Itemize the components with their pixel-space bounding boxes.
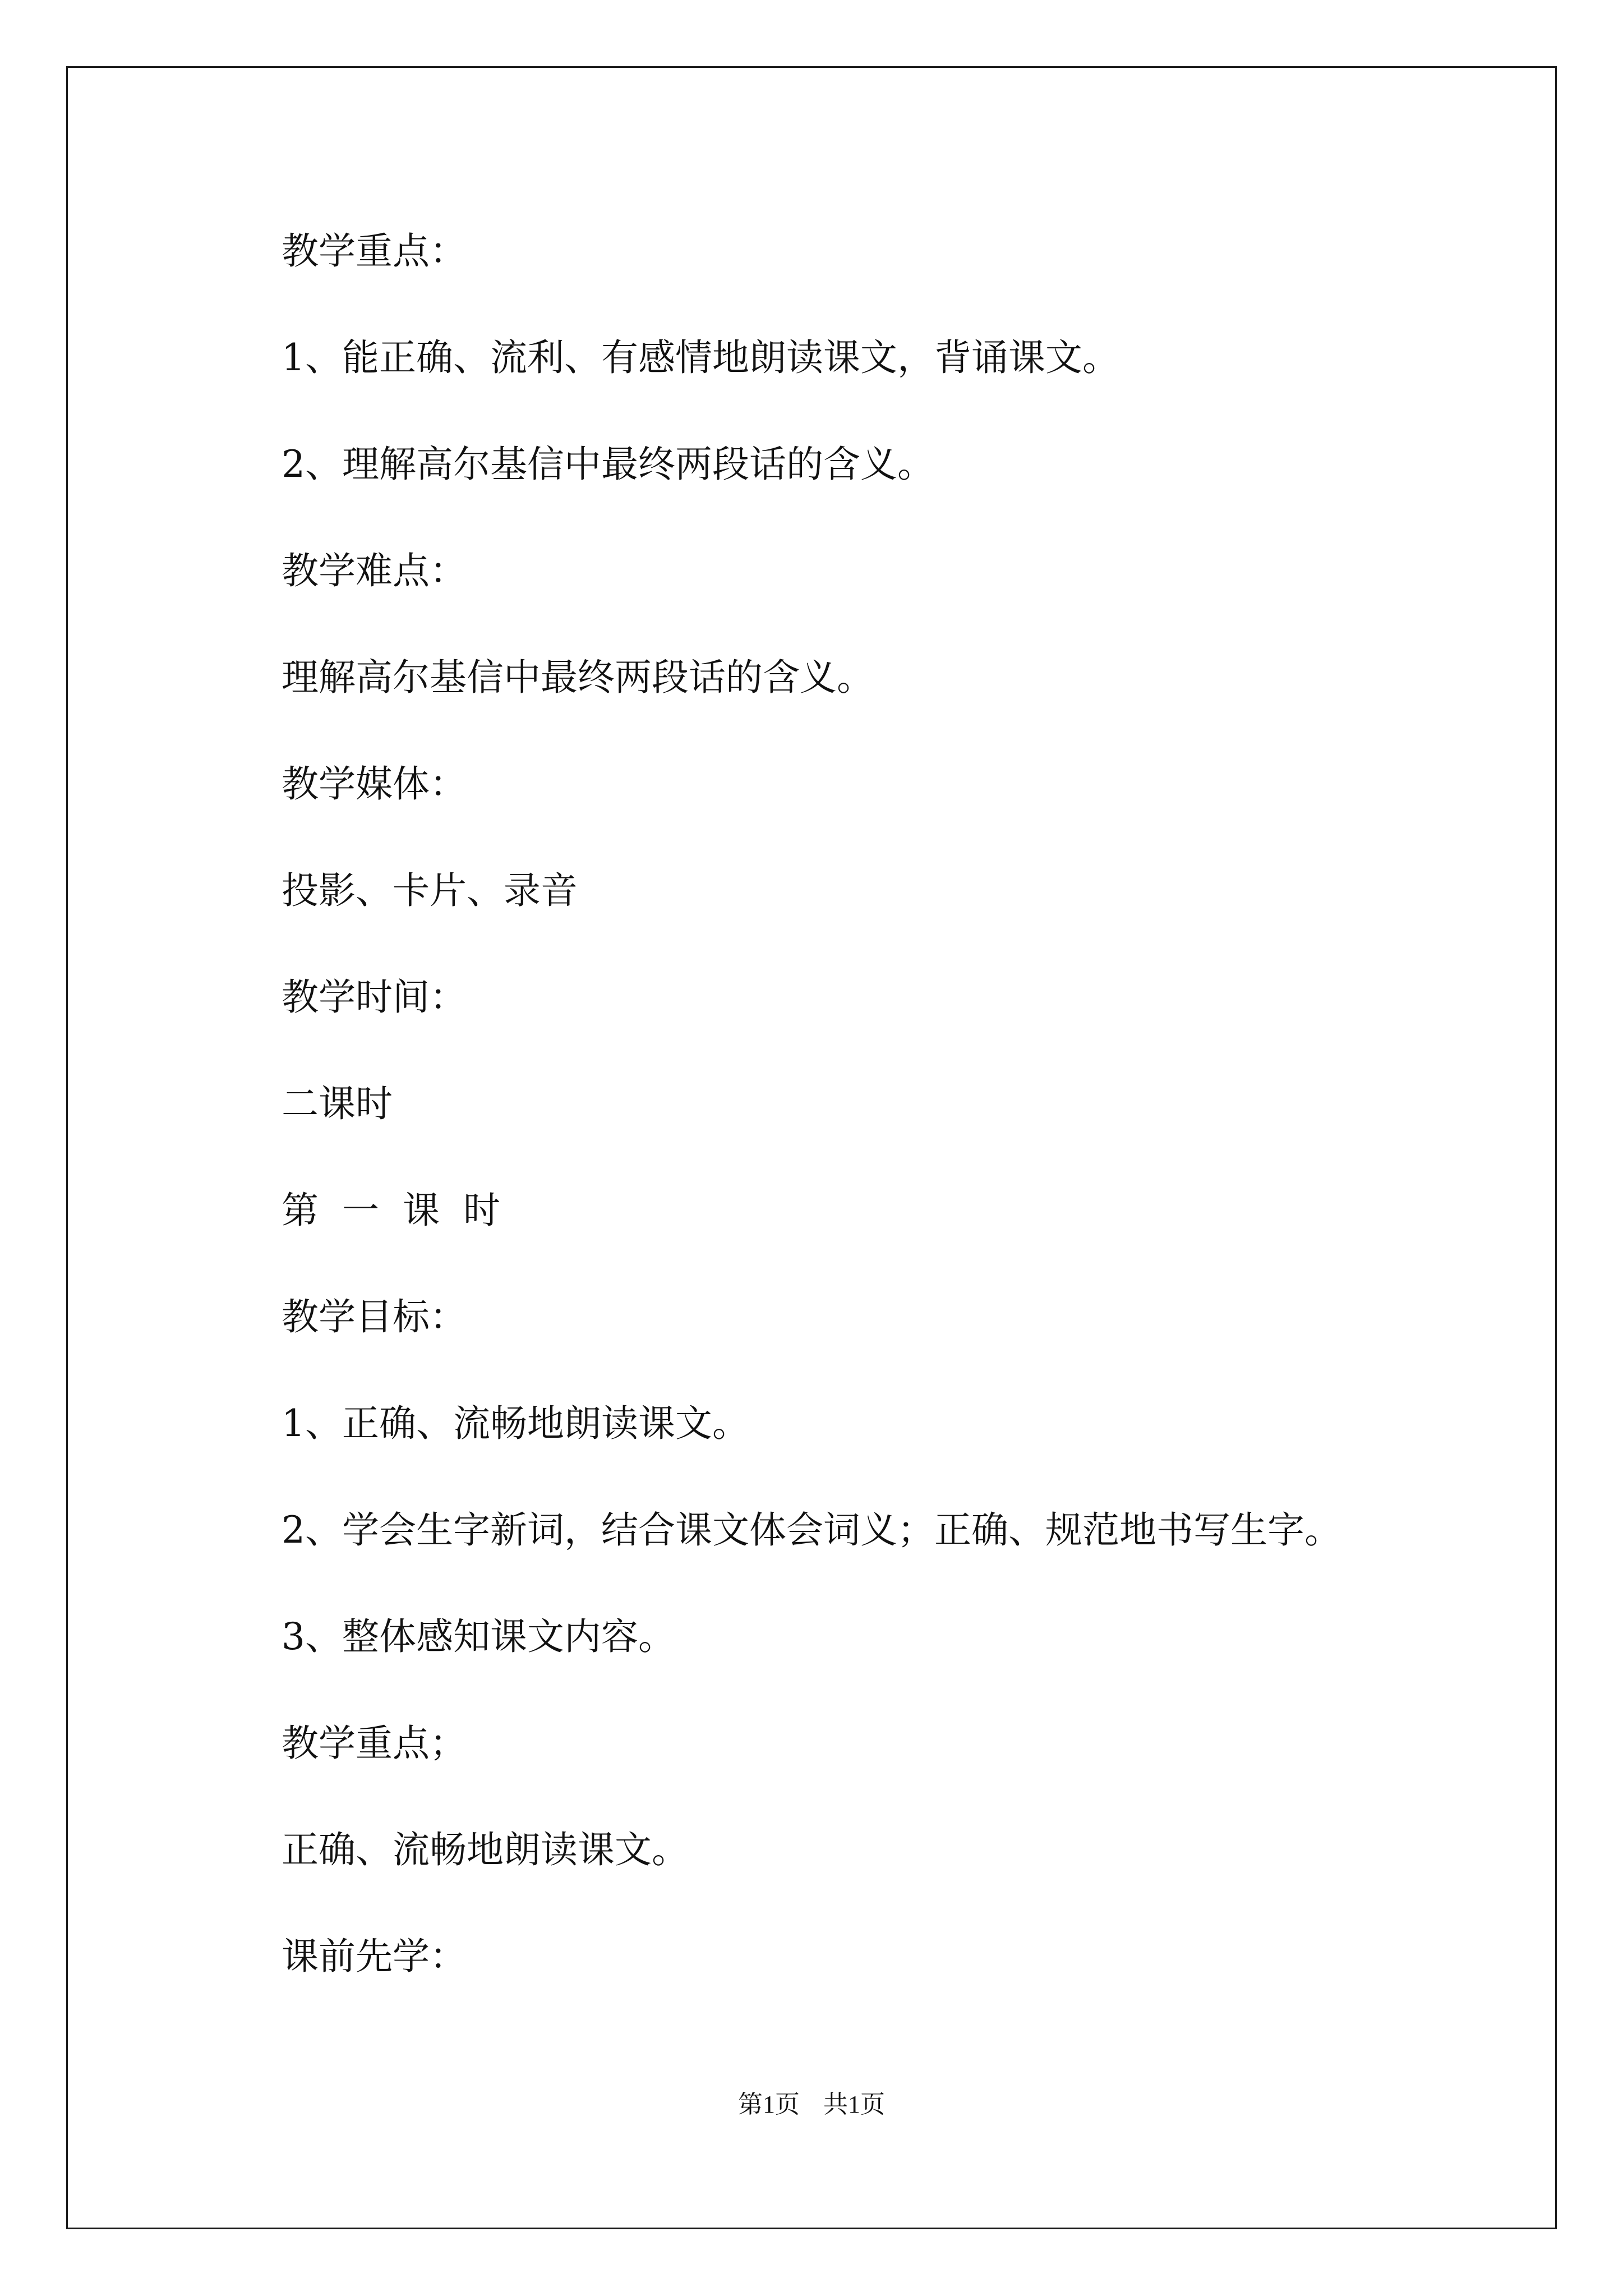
focus-item-1: 1、能正确、流利、有感情地朗读课文，背诵课文。: [282, 336, 1119, 379]
heading-teaching-time: 教学时间：: [282, 976, 467, 1019]
difficulty-text: 理解高尔基信中最终两段话的含义。: [282, 656, 874, 699]
heading-teaching-focus: 教学重点：: [282, 229, 467, 273]
focus-text-2: 正确、流畅地朗读课文。: [282, 1828, 689, 1871]
section-first-lesson: 第一课时: [282, 1189, 524, 1232]
media-text: 投影、卡片、录音: [282, 869, 578, 912]
heading-teaching-focus-2: 教学重点；: [282, 1722, 467, 1765]
page-footer: [0, 2092, 1623, 2117]
heading-teaching-difficulty: 教学难点：: [282, 549, 467, 592]
page-number-total: 共1页: [823, 2091, 885, 2118]
heading-teaching-media: 教学媒体：: [282, 762, 467, 806]
page-border: [66, 66, 1557, 2229]
page-number-current: 第1页: [738, 2091, 800, 2118]
goal-item-1: 1、正确、流畅地朗读课文。: [282, 1402, 749, 1445]
heading-pre-class-study: 课前先学：: [282, 1935, 467, 1978]
goal-item-3: 3、整体感知课文内容。: [282, 1615, 675, 1658]
time-text: 二课时: [282, 1082, 393, 1125]
focus-item-2: 2、理解高尔基信中最终两段话的含义。: [282, 443, 934, 486]
heading-teaching-goals: 教学目标：: [282, 1295, 467, 1338]
goal-item-2: 2、学会生字新词，结合课文体会词义；正确、规范地书写生字。: [282, 1508, 1341, 1552]
